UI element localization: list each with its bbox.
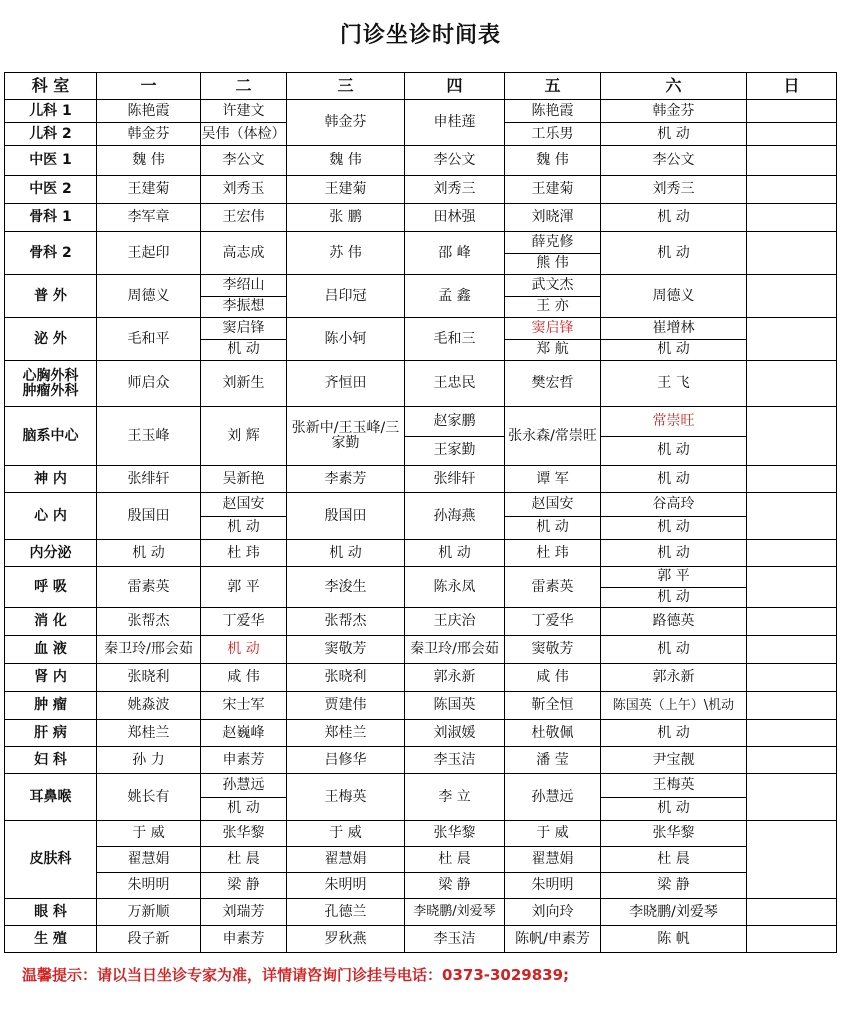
cell: 齐恒田 (287, 361, 405, 407)
cell: 张新中/王玉峰/三家勤 (287, 407, 405, 466)
header-tue: 二 (201, 73, 287, 100)
cell: 罗秋燕 (287, 926, 405, 953)
cell-top: 郭 平 (657, 568, 690, 585)
dept-label: 妇 科 (5, 747, 97, 774)
cell: 孟 鑫 (405, 275, 505, 318)
dept-label-line1: 心胸外科 (22, 367, 79, 384)
cell-bottom: 机 动 (601, 587, 746, 608)
cell-empty (747, 407, 837, 466)
cell: 姚淼波 (97, 692, 201, 720)
dept-label: 中医 2 (5, 176, 97, 204)
cell: 吕印冠 (287, 275, 405, 318)
cell: 尹宝靓 (601, 747, 747, 774)
dept-label: 儿科 1 (5, 100, 97, 123)
cell: 张 鹏 (287, 204, 405, 232)
cell: 郑桂兰 (97, 720, 201, 747)
table-row (5, 407, 837, 466)
cell: 丁爱华 (505, 608, 601, 636)
cell: 刘新生 (201, 361, 287, 407)
cell: 贾建伟 (287, 692, 405, 720)
cell-top: 孙慧远 (222, 776, 265, 793)
dept-label: 内分泌 (5, 540, 97, 567)
cell: 吴新艳 (201, 466, 287, 493)
cell: 机 动 (97, 540, 201, 567)
dept-label: 儿科 2 (5, 123, 97, 146)
header-mon: 一 (97, 73, 201, 100)
cell: 陈永凤 (405, 567, 505, 608)
cell-split (201, 275, 287, 318)
cell: 翟慧娟 (97, 847, 201, 873)
cell: 陈国英 (405, 692, 505, 720)
cell: 机 动 (287, 540, 405, 567)
cell-top: 赵国安 (222, 495, 265, 512)
cell: 机 动 (601, 204, 747, 232)
dept-label: 脑系中心 (5, 407, 97, 466)
cell: 殷国田 (287, 493, 405, 540)
cell-empty (747, 567, 837, 608)
cell-split (505, 232, 601, 275)
cell: 王梅英 (287, 774, 405, 821)
cell-empty (747, 664, 837, 692)
cell-empty (747, 361, 837, 407)
cell: 刘 辉 (201, 407, 287, 466)
cell: 杜 晨 (405, 847, 505, 873)
cell: 苏 伟 (287, 232, 405, 275)
cell-split (201, 318, 287, 361)
cell-top: 窦启锋 (222, 319, 265, 336)
cell: 王建菊 (97, 176, 201, 204)
dept-label: 神 内 (5, 466, 97, 493)
cell-bottom: 郑 航 (505, 339, 600, 361)
cell-bottom: 机 动 (505, 516, 600, 540)
cell: 许建文 (201, 100, 287, 123)
cell: 陈帆/申素芳 (505, 926, 601, 953)
cell-split (505, 493, 601, 540)
dept-label: 眼 科 (5, 899, 97, 926)
cell-split (601, 774, 747, 821)
cell-bottom: 李振想 (201, 296, 286, 318)
cell: 李公文 (601, 146, 747, 176)
cell: 李 立 (405, 774, 505, 821)
cell: 王建菊 (505, 176, 601, 204)
cell: 梁 静 (601, 873, 747, 899)
table-row (5, 747, 837, 774)
cell-bottom: 王 亦 (505, 296, 600, 318)
cell-empty (747, 146, 837, 176)
cell: 韩金芬 (601, 100, 747, 123)
dept-label: 泌 外 (5, 318, 97, 361)
header-thu: 四 (405, 73, 505, 100)
cell: 刘秀玉 (201, 176, 287, 204)
cell: 周德义 (601, 275, 747, 318)
table-row (5, 720, 837, 747)
table-row (5, 692, 837, 720)
cell: 刘晓渾 (505, 204, 601, 232)
cell: 王庆治 (405, 608, 505, 636)
cell: 杜 玮 (505, 540, 601, 567)
table-row (5, 847, 837, 873)
cell: 梁 静 (405, 873, 505, 899)
cell: 杜敬佩 (505, 720, 601, 747)
dept-label: 耳鼻喉 (5, 774, 97, 821)
cell: 毛和三 (405, 318, 505, 361)
cell-top: 谷高玲 (652, 495, 695, 512)
cell: 殷国田 (97, 493, 201, 540)
cell: 张绯轩 (405, 466, 505, 493)
cell-bottom: 机 动 (601, 436, 746, 466)
header-sun: 日 (747, 73, 837, 100)
cell: 魏 伟 (97, 146, 201, 176)
cell: 于 威 (287, 821, 405, 847)
dept-label-line2: 肿瘤外科 (22, 382, 79, 399)
cell: 于 威 (97, 821, 201, 847)
cell-empty (747, 123, 837, 146)
cell: 李玉洁 (405, 747, 505, 774)
dept-label: 肿 瘤 (5, 692, 97, 720)
cell: 李玉洁 (405, 926, 505, 953)
cell: 李浚生 (287, 567, 405, 608)
cell-split (505, 318, 601, 361)
header-dept: 科 室 (5, 73, 97, 100)
table-row (5, 873, 837, 899)
cell: 王宏伟 (201, 204, 287, 232)
dept-label: 消 化 (5, 608, 97, 636)
cell: 毛和平 (97, 318, 201, 361)
cell: 王玉峰 (97, 407, 201, 466)
cell-top: 王梅英 (652, 776, 695, 793)
schedule-table (4, 72, 837, 953)
cell: 靳全恒 (505, 692, 601, 720)
dept-label (5, 361, 97, 407)
table-row (5, 232, 837, 275)
cell: 段子新 (97, 926, 201, 953)
cell: 咸 伟 (505, 664, 601, 692)
dept-label: 肝 病 (5, 720, 97, 747)
cell-empty (747, 100, 837, 123)
cell: 秦卫玲/邢会茹 (405, 636, 505, 664)
dept-label: 呼 吸 (5, 567, 97, 608)
cell: 申素芳 (201, 747, 287, 774)
table-row (5, 774, 837, 821)
cell-split (201, 493, 287, 540)
cell: 张帮杰 (97, 608, 201, 636)
cell: 郭 平 (201, 567, 287, 608)
cell: 王 飞 (601, 361, 747, 407)
cell: 梁 静 (201, 873, 287, 899)
cell-bottom: 王家勤 (405, 436, 504, 466)
table-row (5, 204, 837, 232)
cell: 孙慧远 (505, 774, 601, 821)
cell-empty (747, 899, 837, 926)
cell: 孔德兰 (287, 899, 405, 926)
cell-top: 赵国安 (531, 495, 574, 512)
cell: 刘秀三 (405, 176, 505, 204)
cell: 窦敬芳 (505, 636, 601, 664)
dept-label: 骨科 1 (5, 204, 97, 232)
dept-label: 生 殖 (5, 926, 97, 953)
cell: 秦卫玲/邢会茹 (97, 636, 201, 664)
cell-split (201, 774, 287, 821)
cell: 郑桂兰 (287, 720, 405, 747)
cell: 张华黎 (601, 821, 747, 847)
cell: 韩金芬 (287, 100, 405, 146)
cell: 宋士军 (201, 692, 287, 720)
cell: 郭永新 (601, 664, 747, 692)
cell: 刘向玲 (505, 899, 601, 926)
cell: 魏 伟 (505, 146, 601, 176)
cell: 张华黎 (405, 821, 505, 847)
cell: 李晓鹏/刘爱琴 (405, 899, 505, 926)
cell-top: 崔增林 (652, 319, 695, 336)
cell: 翟慧娟 (505, 847, 601, 873)
header-sat: 六 (601, 73, 747, 100)
cell: 翟慧娟 (287, 847, 405, 873)
cell: 杜 晨 (601, 847, 747, 873)
cell-empty (747, 636, 837, 664)
cell: 孙 力 (97, 747, 201, 774)
cell-empty (747, 318, 837, 361)
cell-split (601, 493, 747, 540)
cell-top: 赵家鹏 (433, 412, 476, 429)
notice-text: 温馨提示：请以当日坐诊专家为准，详情请咨询门诊挂号电话：0373-3029839; (22, 966, 570, 984)
table-row (5, 466, 837, 493)
cell: 李晓鹏/刘爱琴 (601, 899, 747, 926)
cell: 孙海燕 (405, 493, 505, 540)
cell-empty (747, 774, 837, 821)
cell-top: 薛克修 (531, 233, 574, 250)
dept-label: 肾 内 (5, 664, 97, 692)
cell-split (405, 407, 505, 466)
cell: 陈艳霞 (97, 100, 201, 123)
cell: 陈艳霞 (505, 100, 601, 123)
table-row (5, 176, 837, 204)
cell: 吕修华 (287, 747, 405, 774)
header-fri: 五 (505, 73, 601, 100)
dept-label: 皮肤科 (5, 821, 97, 899)
dept-label: 心 内 (5, 493, 97, 540)
dept-label: 血 液 (5, 636, 97, 664)
cell: 张晓利 (97, 664, 201, 692)
cell: 王忠民 (405, 361, 505, 407)
cell: 朱明明 (287, 873, 405, 899)
cell-empty (747, 821, 837, 899)
cell-bottom: 机 动 (601, 516, 746, 540)
cell: 朱明明 (505, 873, 601, 899)
cell-empty (747, 493, 837, 540)
cell: 咸 伟 (201, 664, 287, 692)
cell: 机 动 (601, 636, 747, 664)
cell: 张晓利 (287, 664, 405, 692)
cell-empty (747, 540, 837, 567)
cell-empty (747, 204, 837, 232)
cell: 万新顺 (97, 899, 201, 926)
cell: 李素芳 (287, 466, 405, 493)
dept-label: 普 外 (5, 275, 97, 318)
table-row (5, 926, 837, 953)
cell-empty (747, 232, 837, 275)
cell: 陈小轲 (287, 318, 405, 361)
cell: 机 动 (201, 636, 287, 664)
cell: 刘瑞芳 (201, 899, 287, 926)
cell: 刘秀三 (601, 176, 747, 204)
cell: 姚长有 (97, 774, 201, 821)
table-row (5, 664, 837, 692)
cell-split (601, 407, 747, 466)
cell: 李公文 (405, 146, 505, 176)
cell-bottom: 机 动 (601, 339, 746, 361)
cell-empty (747, 692, 837, 720)
cell: 张帮杰 (287, 608, 405, 636)
cell: 潘 莹 (505, 747, 601, 774)
cell-empty (747, 275, 837, 318)
cell-bottom: 熊 伟 (505, 253, 600, 275)
cell: 丁爱华 (201, 608, 287, 636)
cell: 李军章 (97, 204, 201, 232)
cell: 樊宏哲 (505, 361, 601, 407)
dept-label: 骨科 2 (5, 232, 97, 275)
cell: 郭永新 (405, 664, 505, 692)
header-row (5, 73, 837, 100)
cell-split (505, 275, 601, 318)
cell: 张永森/常崇旺 (505, 407, 601, 466)
cell: 杜 晨 (201, 847, 287, 873)
cell: 陈 帆 (601, 926, 747, 953)
cell: 王建菊 (287, 176, 405, 204)
cell: 杜 玮 (201, 540, 287, 567)
cell-empty (747, 608, 837, 636)
cell: 邵 峰 (405, 232, 505, 275)
table-row (5, 636, 837, 664)
cell: 谭 军 (505, 466, 601, 493)
cell-bottom: 机 动 (201, 516, 286, 540)
table-row (5, 608, 837, 636)
cell: 张绯轩 (97, 466, 201, 493)
cell: 吴伟（体检） (201, 123, 287, 146)
cell: 路德英 (601, 608, 747, 636)
table-row (5, 567, 837, 608)
page-title: 门诊坐诊时间表 (339, 23, 501, 48)
cell: 机 动 (405, 540, 505, 567)
table-row (5, 899, 837, 926)
cell: 于 威 (505, 821, 601, 847)
cell: 高志成 (201, 232, 287, 275)
table-row (5, 540, 837, 567)
header-wed: 三 (287, 73, 405, 100)
cell-bottom: 机 动 (201, 339, 286, 361)
cell: 机 动 (601, 123, 747, 146)
dept-label: 中医 1 (5, 146, 97, 176)
cell-empty (747, 176, 837, 204)
cell-empty (747, 747, 837, 774)
cell: 田林强 (405, 204, 505, 232)
cell-empty (747, 466, 837, 493)
cell-top: 常崇旺 (652, 412, 695, 429)
table-row (5, 493, 837, 540)
cell: 窦敬芳 (287, 636, 405, 664)
cell: 工乐男 (505, 123, 601, 146)
cell: 申桂莲 (405, 100, 505, 146)
cell-split (601, 318, 747, 361)
table-row (5, 146, 837, 176)
cell: 雷素英 (97, 567, 201, 608)
cell-top: 李绍山 (222, 276, 265, 293)
cell: 王起印 (97, 232, 201, 275)
cell: 申素芳 (201, 926, 287, 953)
cell: 周德义 (97, 275, 201, 318)
cell: 张华黎 (201, 821, 287, 847)
cell-bottom: 机 动 (601, 797, 746, 821)
cell-empty (747, 926, 837, 953)
table-row (5, 100, 837, 123)
cell: 魏 伟 (287, 146, 405, 176)
cell: 机 动 (601, 466, 747, 493)
table-row (5, 275, 837, 318)
cell: 朱明明 (97, 873, 201, 899)
cell: 机 动 (601, 540, 747, 567)
cell-split (601, 567, 747, 608)
cell: 赵巍峰 (201, 720, 287, 747)
cell: 机 动 (601, 720, 747, 747)
table-row (5, 318, 837, 361)
cell-empty (747, 720, 837, 747)
cell-top: 武文杰 (531, 276, 574, 293)
cell: 雷素英 (505, 567, 601, 608)
cell: 韩金芬 (97, 123, 201, 146)
cell: 机 动 (601, 232, 747, 275)
cell-bottom: 机 动 (201, 797, 286, 821)
table-row (5, 361, 837, 407)
cell: 刘淑媛 (405, 720, 505, 747)
cell: 陈国英（上午）\机动 (601, 692, 747, 720)
table-row (5, 821, 837, 847)
cell: 师启众 (97, 361, 201, 407)
cell: 李公文 (201, 146, 287, 176)
cell-top: 窦启锋 (531, 319, 574, 336)
